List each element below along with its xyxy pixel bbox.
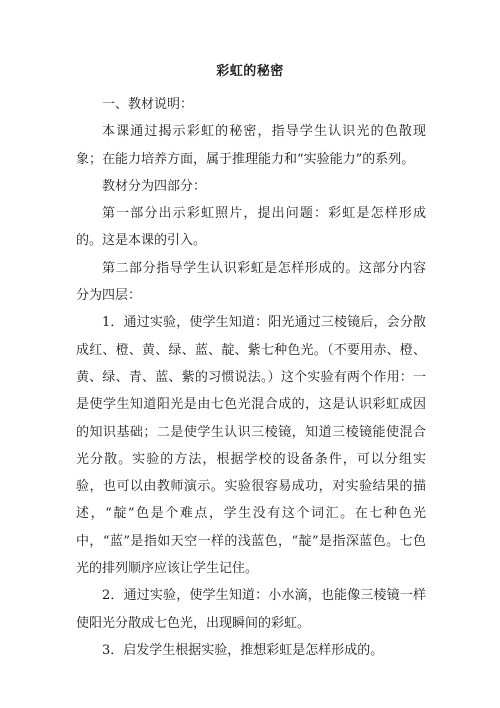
paragraph-item-2: 2．通过实验，使学生知道：小水滴，也能像三棱镜一样使阳光分散成七色光，出现瞬间的彩虹。: [76, 588, 426, 631]
paragraph-part-two: 第二部分指导学生认识彩虹是怎样形成的。这部分内容分为四层：: [76, 260, 426, 304]
paragraph-item-3: 3．启发学生根据实验，推想彩虹是怎样形成的。: [102, 642, 384, 658]
paragraph-parts-overview: 教材分为四部分：: [102, 178, 207, 194]
paragraph-section-heading: 一、教材说明：: [102, 97, 194, 112]
paragraph-intro: 本课通过揭示彩虹的秘密，指导学生认识光的色散现象；在能力培养方面，属于推理能力和“实验能力”的系列。: [76, 124, 426, 167]
document-title: 彩虹的秘密: [216, 64, 284, 79]
paragraph-item-1: 1．通过实验，使学生知道：阳光通过三棱镜后，会分散成红、橙、黄、绿、蓝、靛、紫七种色光。（不要用赤、橙、黄、绿、青、蓝、紫的习惯说法。）这个实验有两个作用：一是使学生知道阳光是由七色光混合成的，这是认识彩虹成因的知识基础；二是使学生认识三棱镜，知道三棱镜能使混合光分散。实验的方法，根据学校的设备条件，可以分组实验，也可以由教师演示。实验很容易成功，对实验结果的描述，“靛”色是个难点，学生没有这个词汇。在七种色光中，“蓝”是指如天空一样的浅蓝色，“靛”是指深蓝色。七色光的排列顺序应该让学生记住。: [76, 315, 426, 577]
document-body: [76, 91, 426, 664]
paragraph-part-one: 第一部分出示彩虹照片，提出问题：彩虹是怎样形成的。这是本课的引入。: [76, 206, 426, 249]
